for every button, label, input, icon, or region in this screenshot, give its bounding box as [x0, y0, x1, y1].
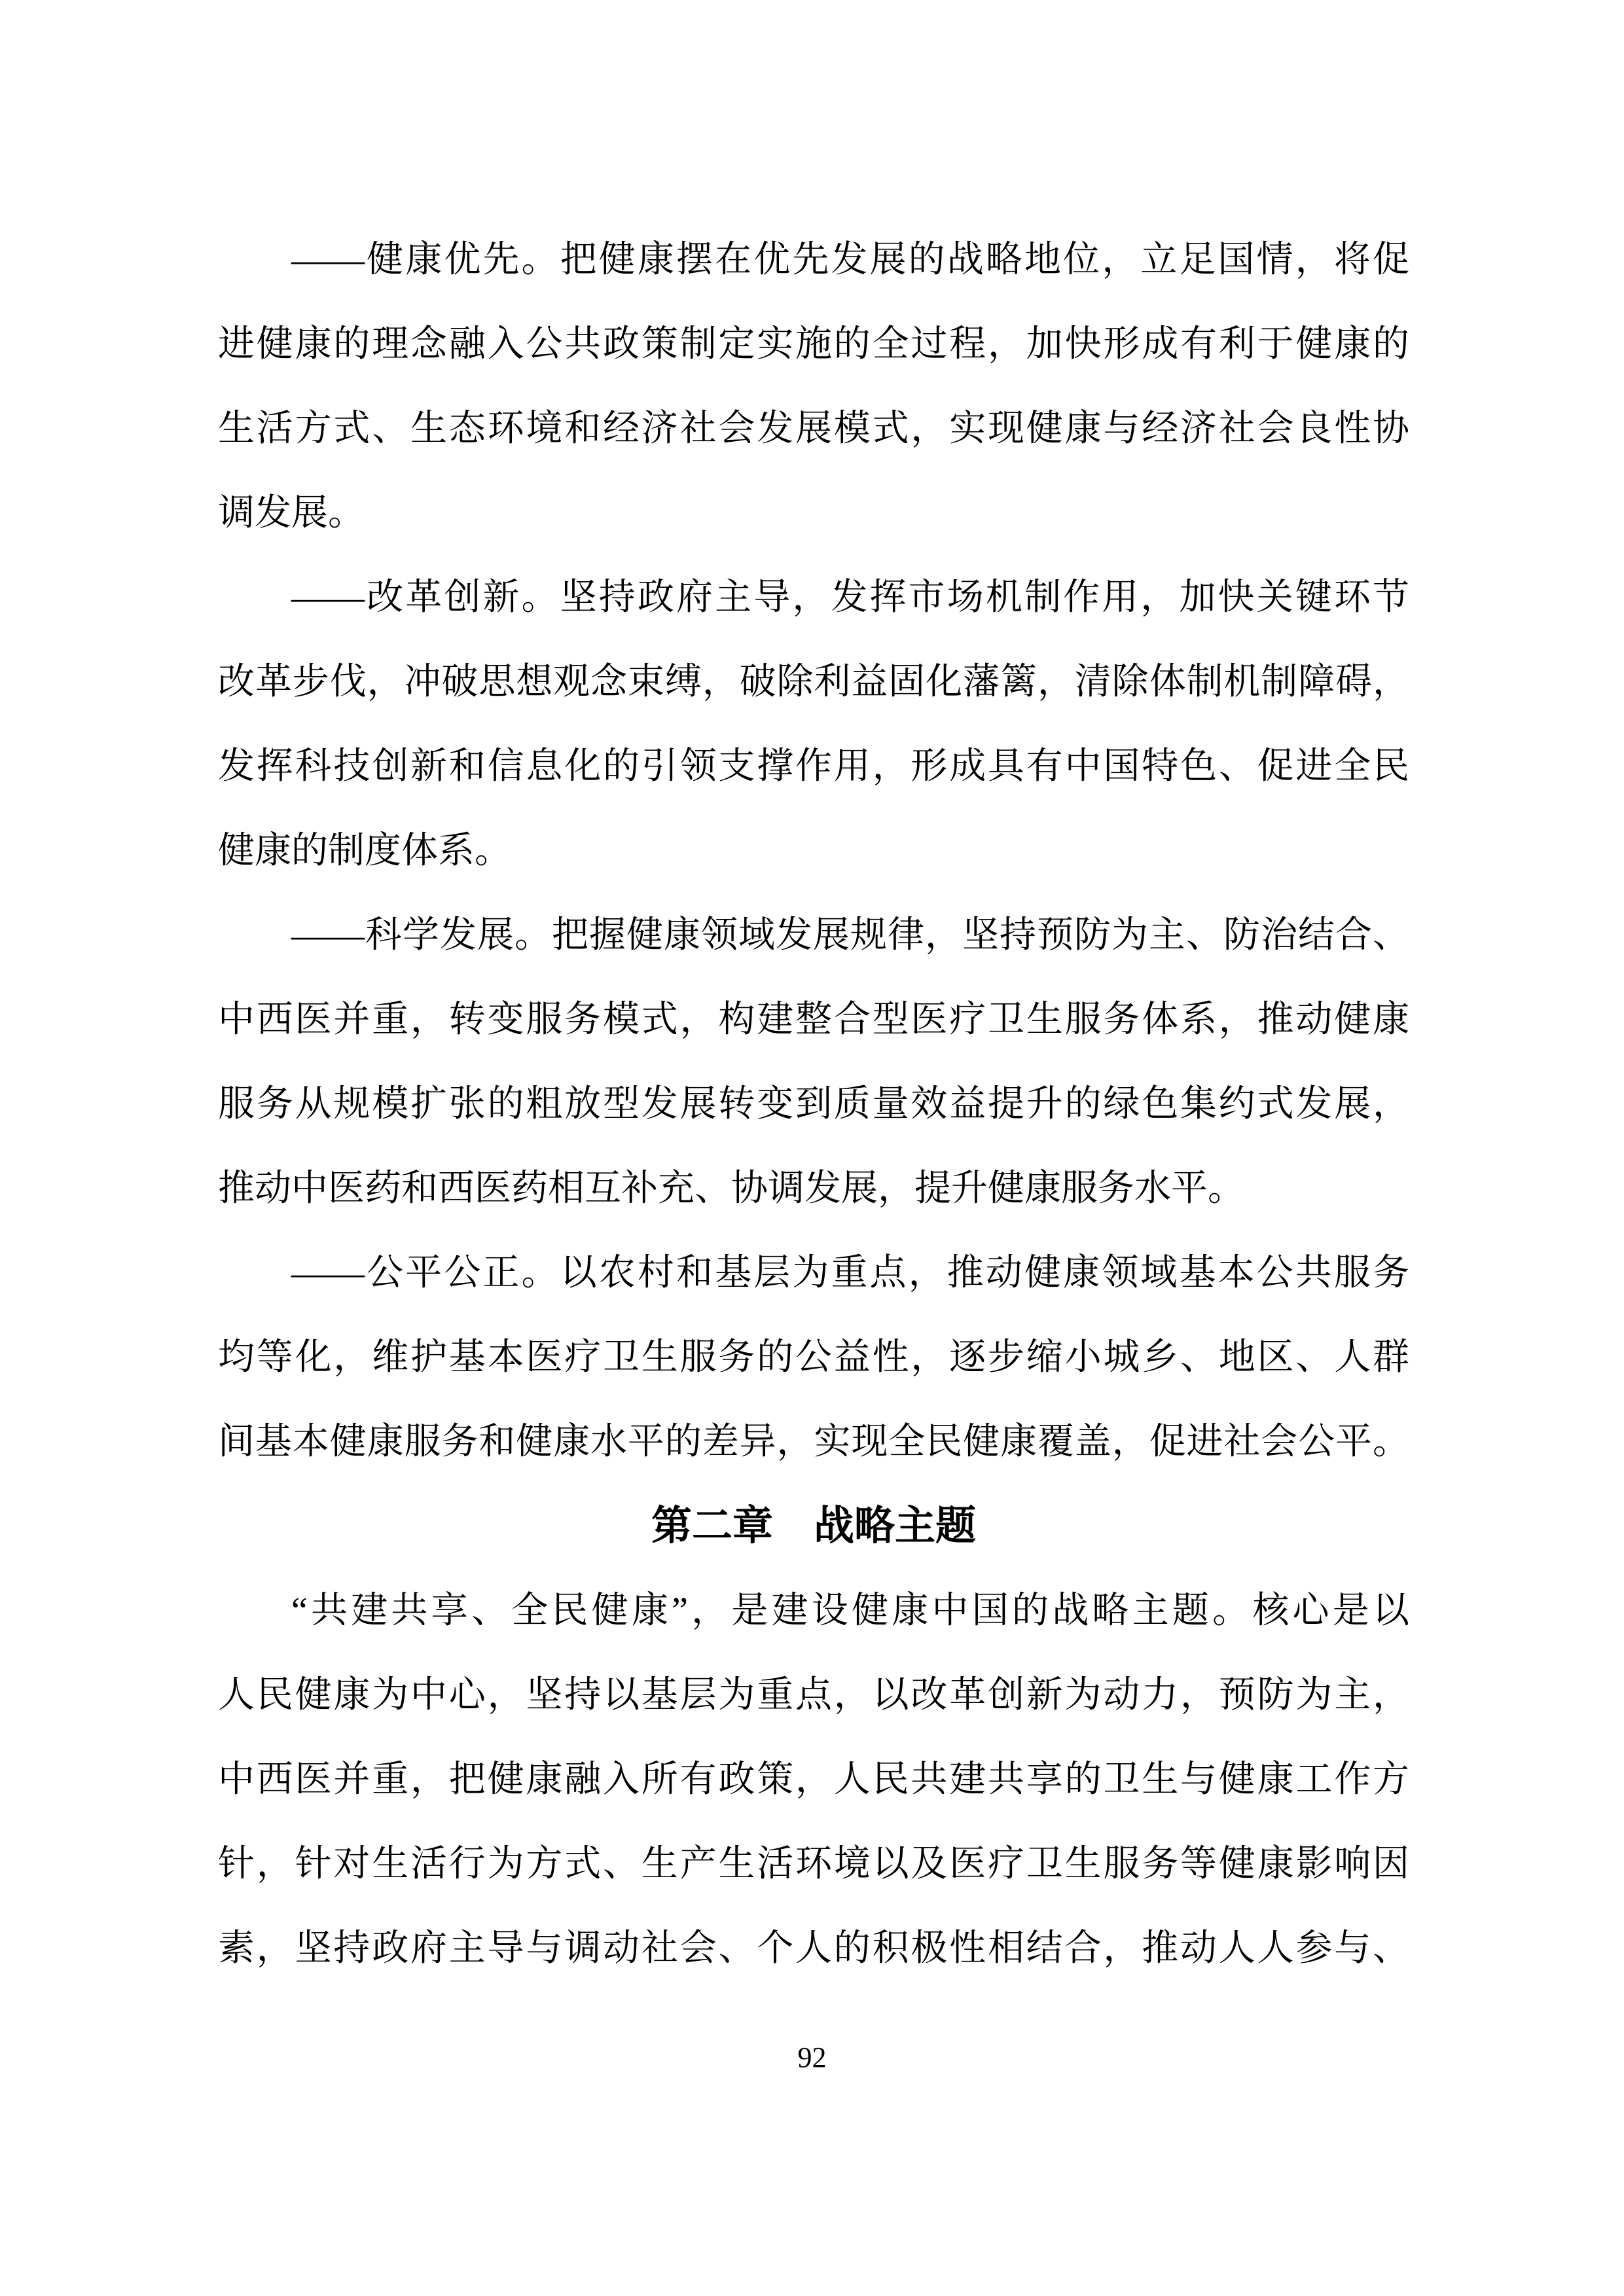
paragraph-line: ——科学发展。把握健康领域发展规律，坚持预防为主、防治结合、 — [291, 915, 1409, 956]
paragraph-line: ——公平公正。以农村和基层为重点，推动健康领域基本公共服务 — [291, 1253, 1409, 1293]
page-number: 92 — [797, 2041, 827, 2073]
chapter-heading: 第二章 战略主题 — [651, 1504, 976, 1549]
paragraph-line: 改革步伐，冲破思想观念束缚，破除利益固化藩篱，清除体制机制障碍， — [218, 662, 1409, 702]
paragraph-line: 服务从规模扩张的粗放型发展转变到质量效益提升的绿色集约式发展， — [218, 1084, 1409, 1124]
document-body — [218, 218, 1409, 1991]
paragraph-line: 中西医并重，转变服务模式，构建整合型医疗卫生服务体系，推动健康 — [218, 999, 1409, 1040]
paragraph-line: 中西医并重，把健康融入所有政策，人民共建共享的卫生与健康工作方 — [218, 1759, 1409, 1800]
paragraph-line: 进健康的理念融入公共政策制定实施的全过程，加快形成有利于健康的 — [218, 324, 1409, 365]
paragraph-line: 间基本健康服务和健康水平的差异，实现全民健康覆盖，促进社会公平。 — [218, 1422, 1409, 1462]
paragraph-line: 生活方式、生态环境和经济社会发展模式，实现健康与经济社会良性协 — [218, 408, 1409, 449]
paragraph-line: 针，针对生活行为方式、生产生活环境以及医疗卫生服务等健康影响因 — [218, 1844, 1409, 1884]
paragraph-line: 均等化，维护基本医疗卫生服务的公益性，逐步缩小城乡、地区、人群 — [218, 1337, 1409, 1378]
paragraph-line: 人民健康为中心，坚持以基层为重点，以改革创新为动力，预防为主， — [218, 1675, 1409, 1715]
paragraph-line: 发挥科技创新和信息化的引领支撑作用，形成具有中国特色、促进全民 — [218, 746, 1409, 787]
paragraph-line: 推动中医药和西医药相互补充、协调发展，提升健康服务水平。 — [218, 1168, 1244, 1209]
paragraph-line: 调发展。 — [218, 493, 365, 533]
paragraph-line: “共建共享、全民健康”，是建设健康中国的战略主题。核心是以 — [291, 1590, 1409, 1631]
paragraph-line: 素，坚持政府主导与调动社会、个人的积极性相结合，推动人人参与、 — [218, 1928, 1409, 1969]
page-footer — [0, 2037, 1624, 2079]
paragraph-line: 健康的制度体系。 — [218, 831, 511, 871]
paragraph-line: ——健康优先。把健康摆在优先发展的战略地位，立足国情，将促 — [291, 240, 1409, 280]
paragraph-line: ——改革创新。坚持政府主导，发挥市场机制作用，加快关键环节 — [291, 577, 1409, 618]
